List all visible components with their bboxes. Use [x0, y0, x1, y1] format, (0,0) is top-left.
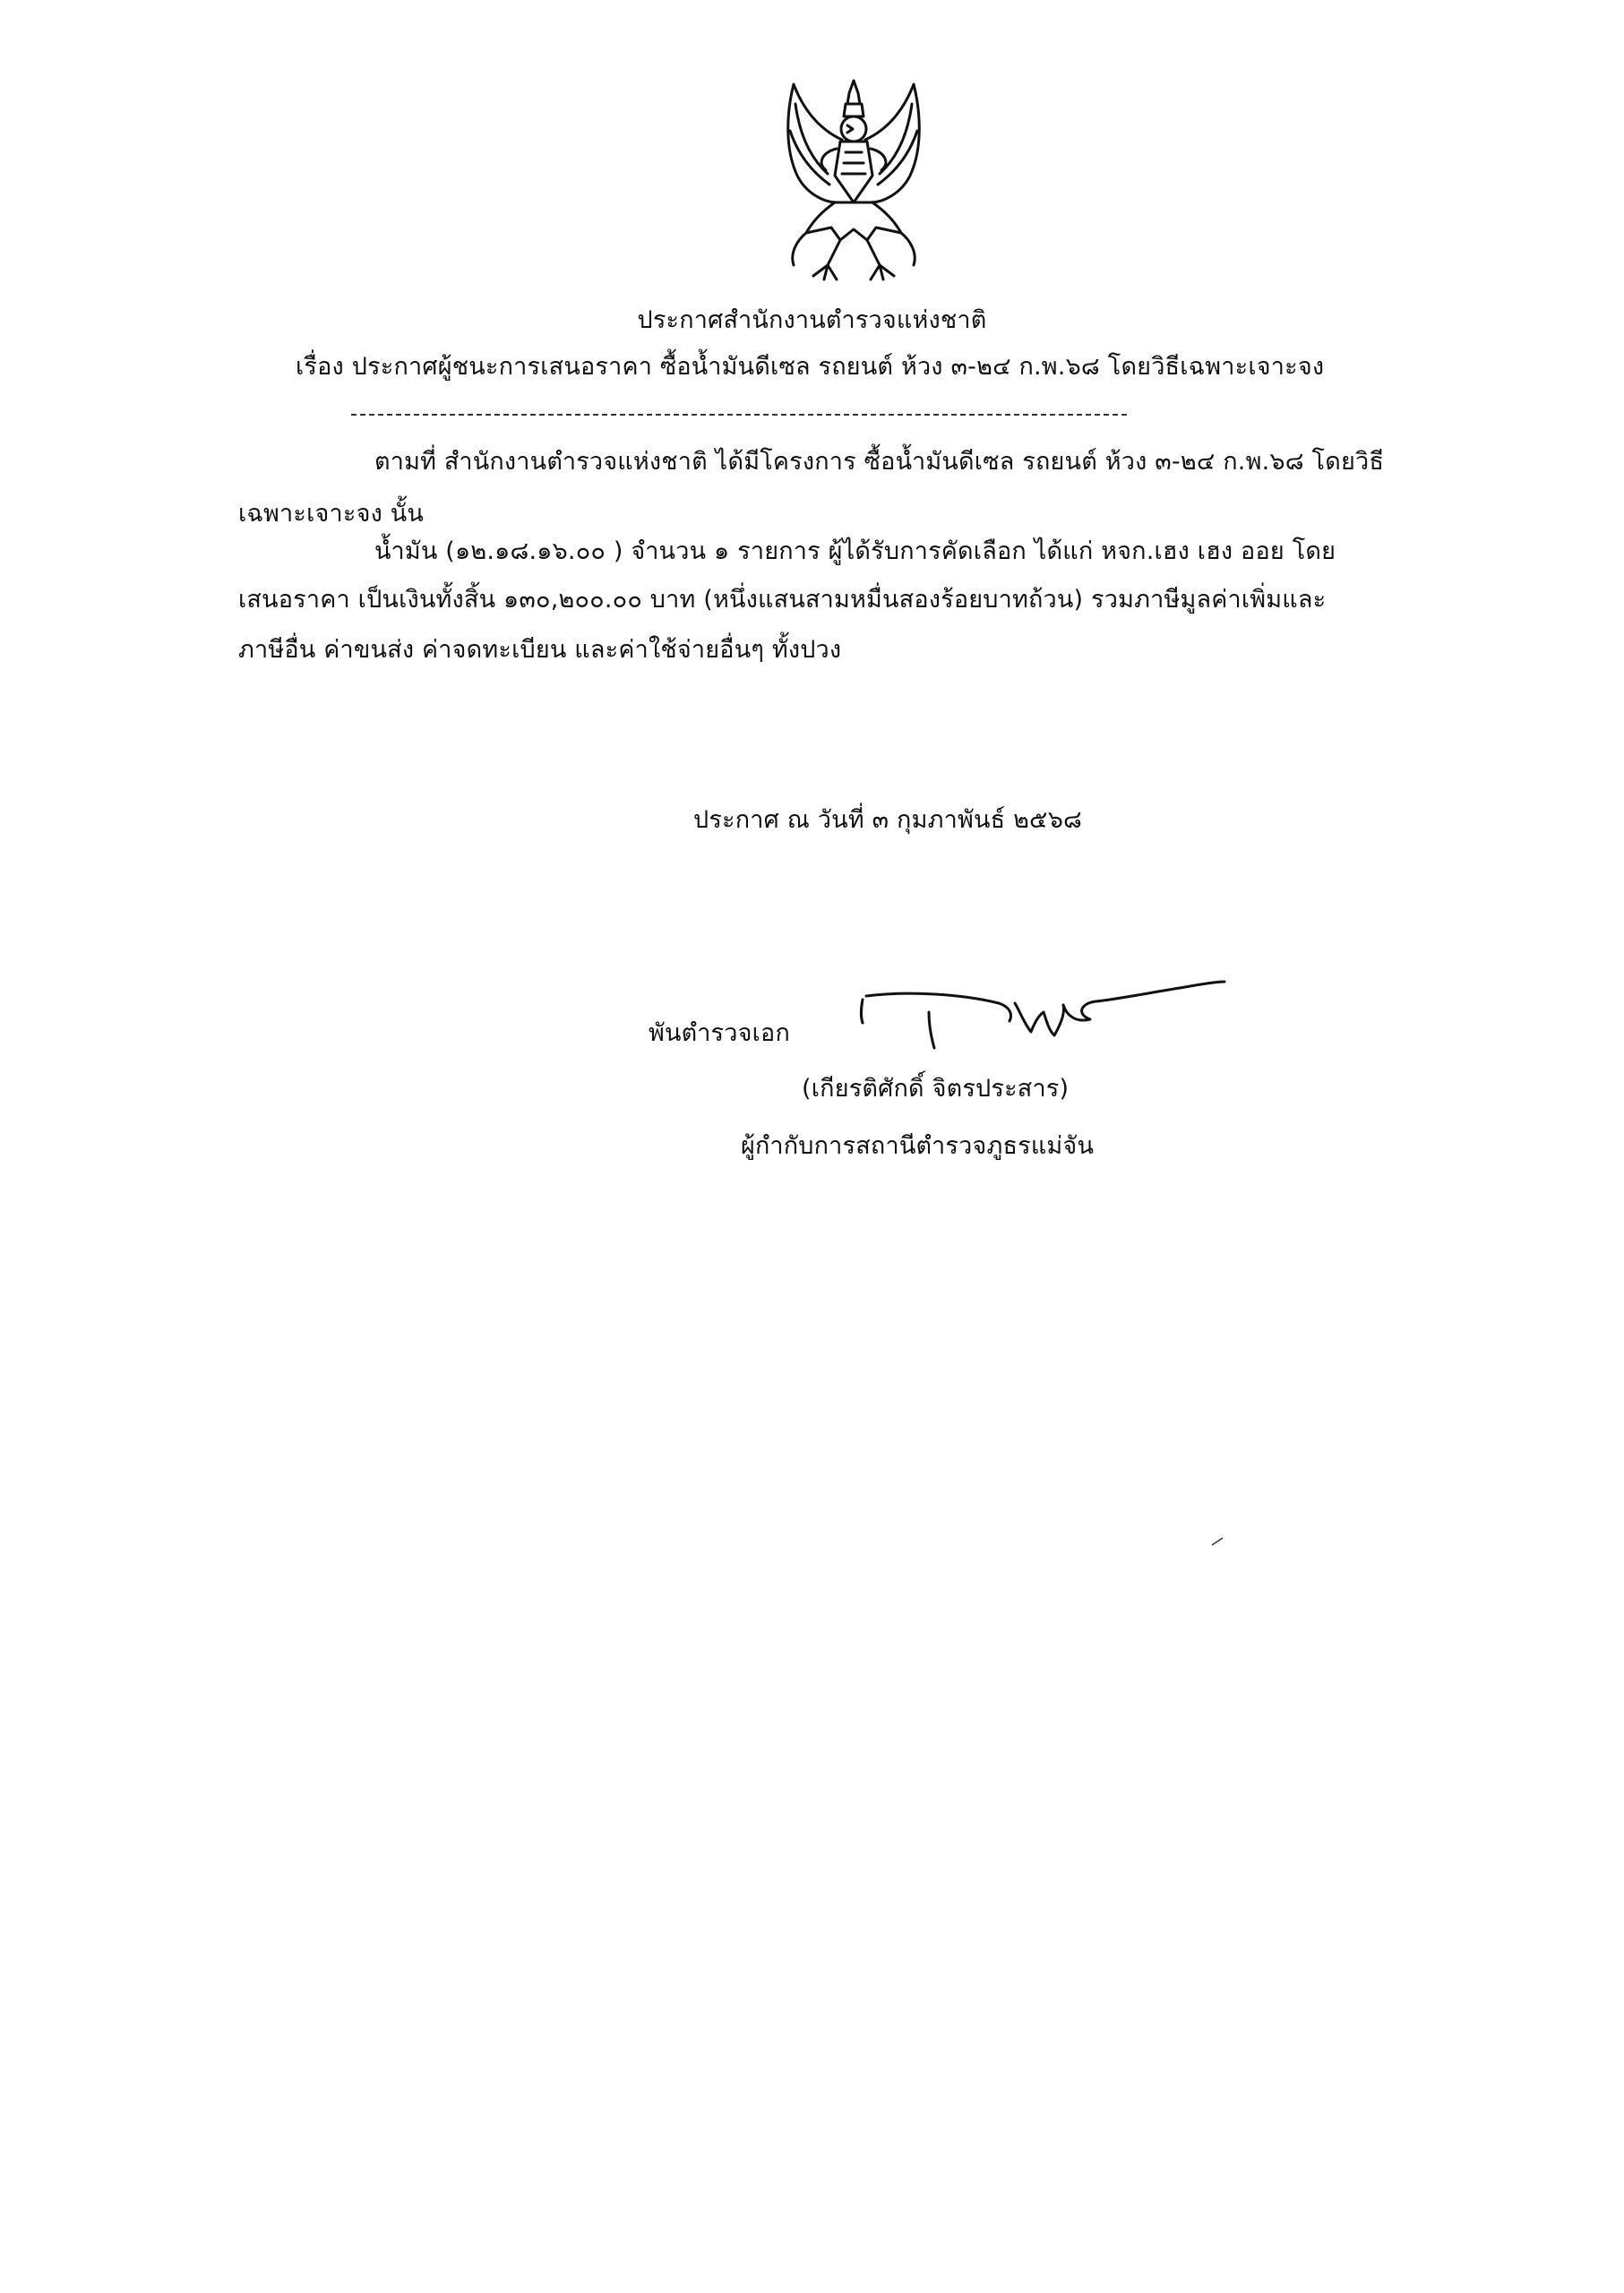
body-paragraph-1-line-1: ตามที่ สำนักงานตำรวจแห่งชาติ ได้มีโครงการ ซื้อน้ำมันดีเซล รถยนต์ ห้วง ๓-๒๔ ก.พ.๖๘ โดยวิธี: [374, 448, 1385, 476]
signatory-name: (เกียรติศักดิ์ จิตรประสาร): [802, 1075, 1070, 1103]
signatory-position: ผู้กำกับการสถานีตำรวจภูธรแม่จัน: [741, 1132, 1095, 1160]
body-paragraph-2-line-2: เสนอราคา เป็นเงินทั้งสิ้น ๑๓๐,๒๐๐.๐๐ บาท (หนึ่งแสนสามหมื่นสองร้อยบาทถ้วน) รวมภาษีมูลค่าเพิ่มและ: [238, 586, 1327, 614]
stray-pen-mark: [1211, 1537, 1224, 1546]
document-subject: เรื่อง ประกาศผู้ชนะการเสนอราคา ซื้อน้ำมันดีเซล รถยนต์ ห้วง ๓-๒๔ ก.พ.๖๘ โดยวิธีเฉพาะเจาะจง: [296, 353, 1325, 381]
body-paragraph-2-line-1: น้ำมัน (๑๒.๑๘.๑๖.๐๐ ) จำนวน ๑ รายการ ผู้ได้รับการคัดเลือก ได้แก่ หจก.เฮง เฮง ออย โดย: [374, 537, 1336, 565]
body-paragraph-2-line-3: ภาษีอื่น ค่าขนส่ง ค่าจดทะเบียน และค่าใช้จ่ายอื่นๆ ทั้งปวง: [238, 636, 842, 664]
header-divider: [351, 414, 1127, 416]
signatory-rank: พันตำรวจเอก: [649, 1019, 791, 1047]
body-paragraph-1-line-2: เฉพาะเจาะจง นั้น: [238, 500, 425, 528]
announcement-date: ประกาศ ณ วันที่ ๓ กุมภาพันธ์ ๒๕๖๘: [693, 806, 1083, 834]
agency-title: ประกาศสำนักงานตำรวจแห่งชาติ: [637, 306, 987, 334]
garuda-emblem-icon: [778, 77, 930, 288]
handwritten-signature: [855, 973, 1232, 1062]
